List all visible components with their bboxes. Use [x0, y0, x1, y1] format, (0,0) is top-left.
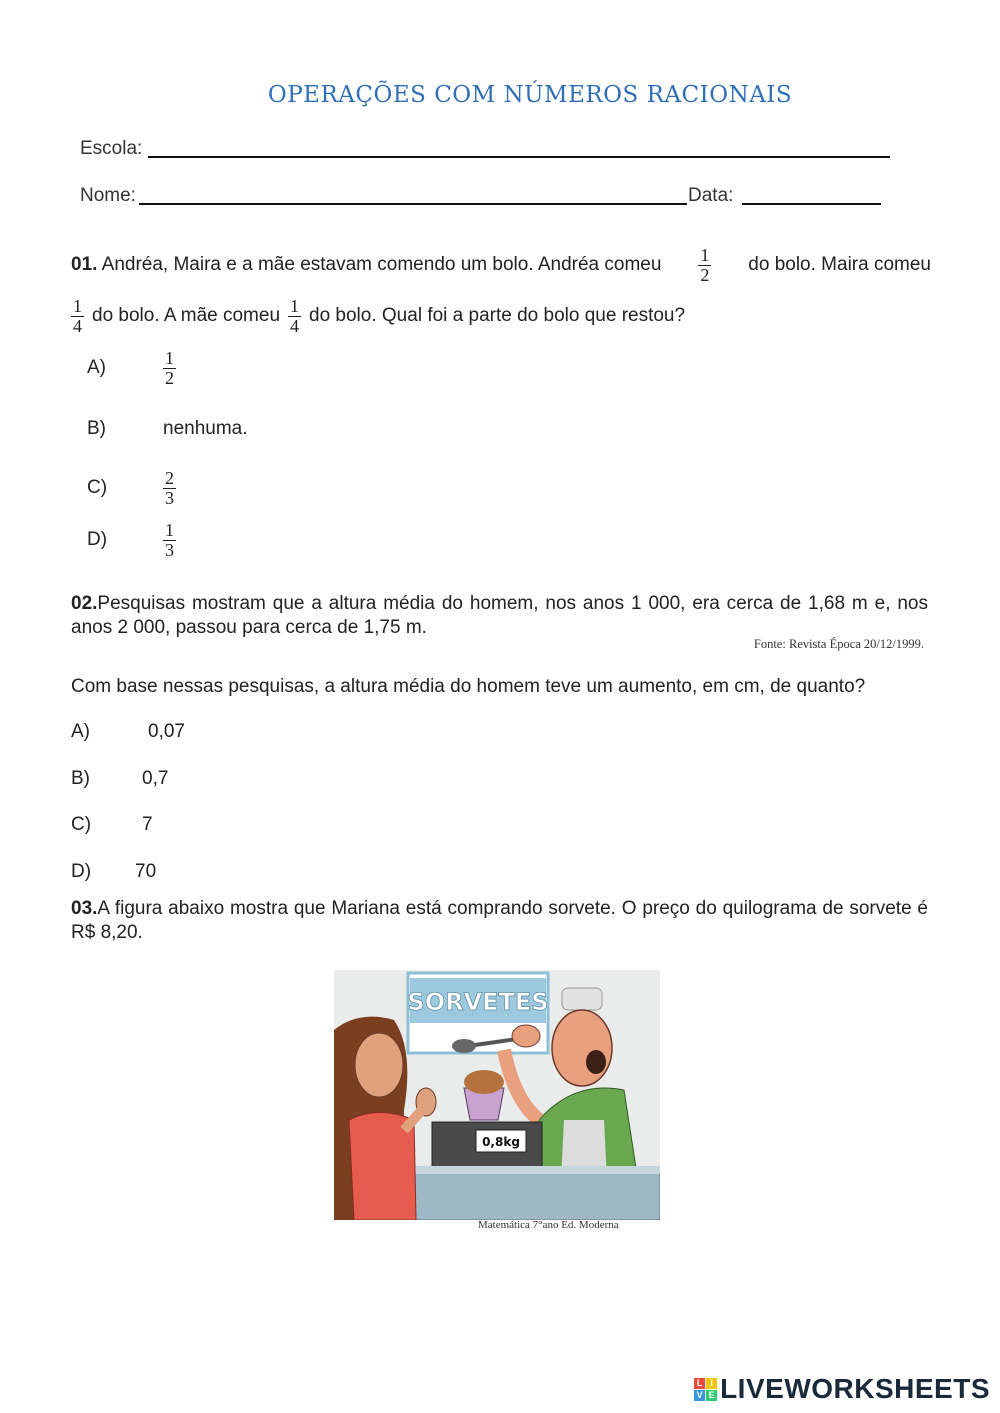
q2-option-d[interactable]: D) 70	[71, 861, 157, 882]
q2-option-d-value: 70	[135, 861, 157, 882]
q2-source: Fonte: Revista Época 20/12/1999.	[753, 637, 924, 651]
scale-reading: 0,8kg	[482, 1135, 520, 1149]
q2-option-b[interactable]: B) 0,7	[71, 768, 169, 789]
q3-statement	[71, 897, 928, 945]
liveworksheets-logo	[694, 1373, 990, 1405]
logo-grid-icon: L I V E	[694, 1378, 717, 1401]
name-label: Nome:	[80, 185, 136, 206]
q2-option-c[interactable]: C) 7	[71, 814, 153, 835]
q2-option-c-value: 7	[142, 814, 153, 835]
q1-option-d[interactable]: D) $\frac{1}{3}$	[87, 519, 174, 560]
q1-text-c: do bolo. A mãe comeu	[92, 305, 281, 326]
q1-fraction-quarter-2: $\frac{1}{4}$	[290, 295, 300, 336]
q3-number: 03.	[71, 898, 98, 919]
figure-caption: Matemática 7°ano Ed. Moderna	[478, 1219, 619, 1231]
ice-cream-illustration	[334, 970, 660, 1220]
q2-option-a[interactable]: A) 0,07	[71, 721, 185, 742]
q1-line1	[71, 242, 931, 288]
name-field-line[interactable]	[139, 203, 687, 205]
q1-line2	[71, 293, 685, 339]
q1-fraction-quarter-1: $\frac{1}{4}$	[73, 295, 82, 336]
q2-statement	[71, 592, 928, 640]
q1-option-a-fraction: $\frac{1}{2}$	[165, 347, 174, 388]
q1-option-d-fraction: $\frac{1}{3}$	[165, 519, 174, 560]
q1-option-b[interactable]: B) nenhuma.	[87, 418, 248, 439]
school-label: Escola:	[80, 138, 143, 159]
q1-fraction-half: $\frac{1}{2}$	[700, 244, 710, 285]
logo-text: LIVEWORKSHEETS	[720, 1373, 990, 1404]
date-label: Data:	[688, 185, 734, 206]
q1-text-b: do bolo. Maira comeu	[748, 254, 931, 275]
q1-option-a[interactable]: A) $\frac{1}{2}$	[87, 347, 174, 388]
q3-text: A figura abaixo mostra que Mariana está comprando sorvete. O preço do quilograma de sorvete é R$ 8,20.	[71, 898, 928, 943]
school-field-line[interactable]	[148, 156, 890, 158]
q1-number: 01.	[71, 254, 98, 275]
sign-text: SORVETES	[407, 988, 549, 1016]
q2-option-b-value: 0,7	[142, 768, 169, 789]
ice-cream-scene	[334, 970, 660, 1220]
q2-option-a-value: 0,07	[148, 721, 185, 742]
q2-text: Pesquisas mostram que a altura média do homem, nos anos 1 000, era cerca de 1,68 m e, nos anos 2 000, passou para cerca de 1,75 m.	[71, 593, 928, 638]
date-field-line[interactable]	[742, 203, 881, 205]
q1-option-c-fraction: $\frac{2}{3}$	[165, 467, 174, 508]
q2-question: Com base nessas pesquisas, a altura média do homem teve um aumento, em cm, de quanto?	[71, 676, 866, 697]
q2-number: 02.	[71, 593, 98, 614]
page-title: OPERAÇÕES COM NÚMEROS RACIONAIS	[267, 82, 793, 108]
q1-text-a: Andréa, Maira e a mãe estavam comendo um bolo. Andréa comeu	[101, 254, 662, 275]
q1-option-b-text: nenhuma.	[163, 418, 248, 439]
q1-text-d: do bolo. Qual foi a parte do bolo que restou?	[309, 305, 686, 326]
q1-option-c[interactable]: C) $\frac{2}{3}$	[87, 467, 174, 508]
